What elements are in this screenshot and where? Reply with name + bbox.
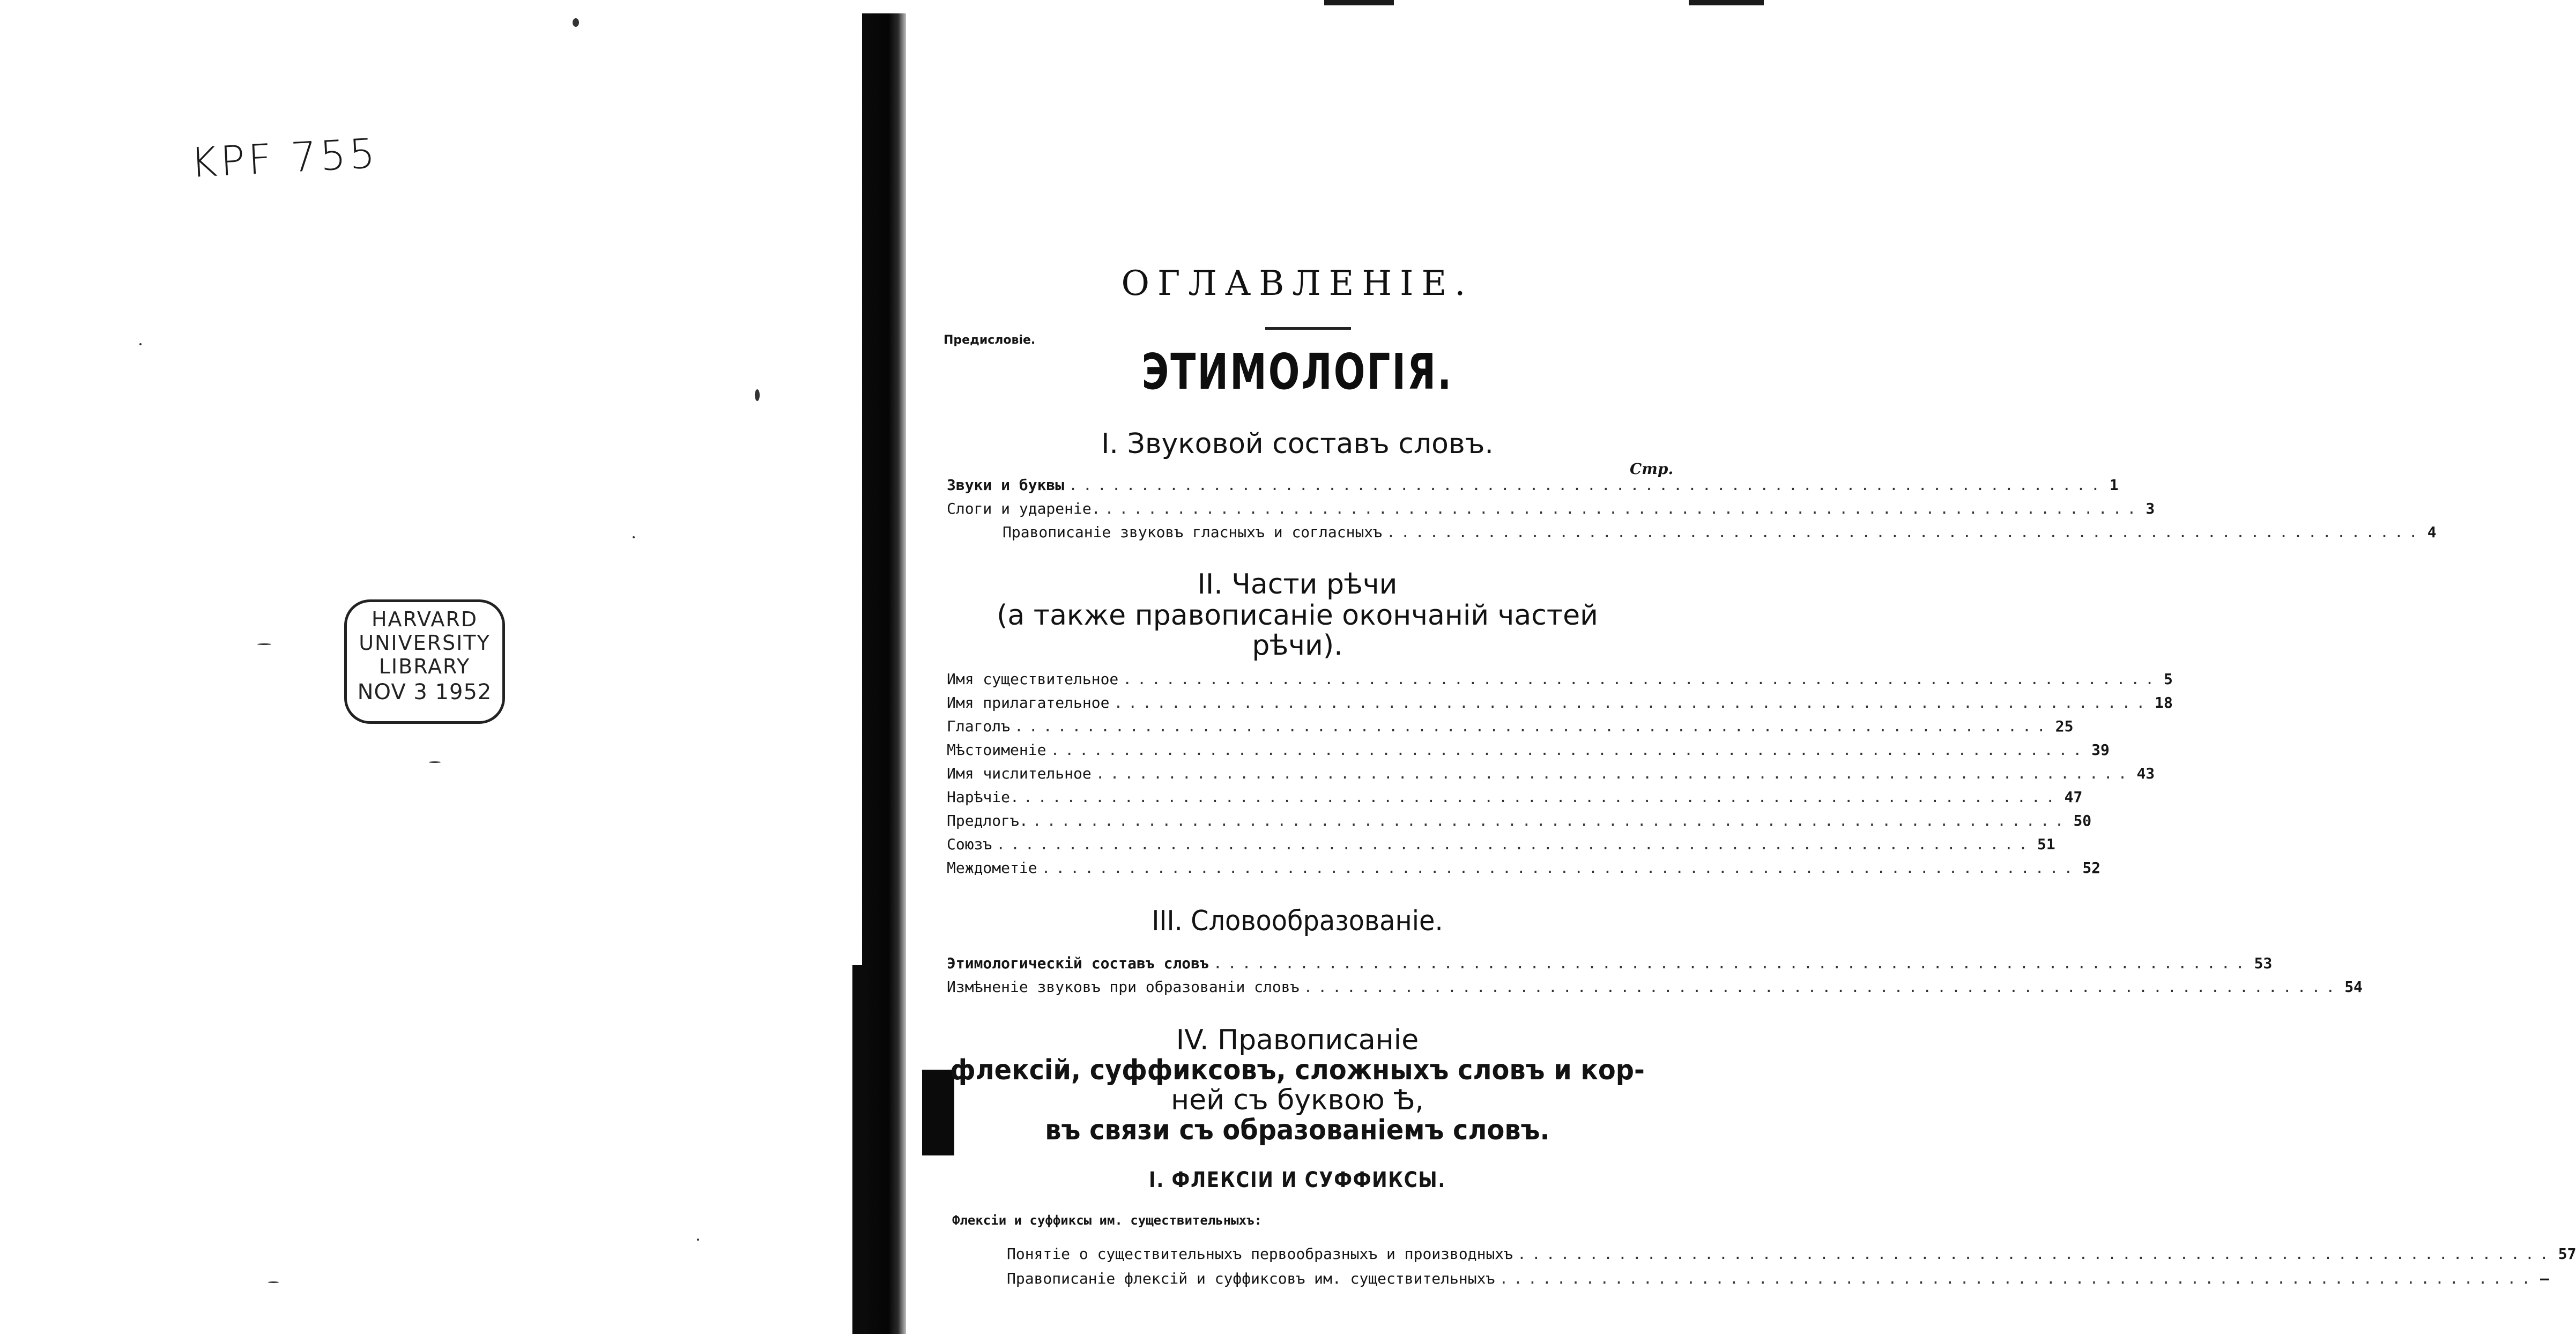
toc-entry-title: Правописаніе звуковъ гласныхъ и согласныхъ: [1003, 523, 1383, 541]
toc-entry-page: 50: [2073, 812, 2092, 829]
leader-dots: ........................................................................: [1014, 717, 2051, 735]
toc-entry-page: —: [2540, 1270, 2549, 1287]
toc-entry-title: Имя числительное: [947, 765, 1092, 782]
toc-entry-page: 54: [2344, 978, 2363, 996]
section-2-heading-line-3: рѣчи).: [1252, 629, 1343, 662]
leader-dots: ........................................................................: [1213, 954, 2250, 972]
leader-dots: ........................................................................: [1517, 1245, 2554, 1263]
toc-entry: [1003, 523, 2437, 545]
toc-entry-title: Измѣненіе звуковъ при образованіи словъ: [947, 978, 1300, 996]
toc-entry-title: Правописаніе флексій и суффиксовъ им. существительныхъ: [1007, 1270, 1495, 1287]
toc-entry-title: Звуки и буквы: [947, 476, 1065, 494]
toc-entry-title: Этимологическій составъ словъ: [947, 954, 1209, 972]
section-2-heading-line-1: II. Части рѣчи: [1197, 568, 1398, 601]
leader-dots: ........................................................................: [1123, 670, 2160, 688]
stamp-line-2: UNIVERSITY: [359, 631, 491, 655]
toc-entry: [947, 835, 2055, 857]
toc-entry: [947, 717, 2074, 739]
toc-entry: [947, 978, 2363, 999]
toc-entry-page: 43: [2136, 765, 2155, 782]
leader-dots: ........................................................................: [1068, 476, 2105, 494]
toc-entry-title: Имя существительное: [947, 670, 1119, 688]
scan-speck: [633, 536, 635, 538]
toc-entry-page: 53: [2254, 954, 2273, 972]
toc-entry: [947, 476, 2119, 498]
scan-speck: [257, 643, 271, 645]
title-rule: [1265, 327, 1351, 330]
toc-entry-title: Нарѣчіе.: [947, 788, 1019, 806]
leader-dots: ........................................................................: [1050, 741, 2088, 759]
toc-entry-title: Слоги и удареніе.: [947, 500, 1101, 517]
leader-dots: ........................................................................: [996, 835, 2033, 853]
leader-dots: ........................................................................: [1104, 500, 2142, 517]
toc-entry-page: 51: [2037, 835, 2055, 853]
preface-label: Предисловіе.: [944, 334, 1036, 347]
section-4-heading-line-1: IV. Правописаніе: [1176, 1024, 1419, 1056]
leader-dots: ........................................................................: [1113, 694, 2151, 712]
scan-speck: [139, 343, 142, 345]
toc-entry-page: 3: [2146, 500, 2155, 517]
toc-entry-page: 25: [2055, 717, 2074, 735]
part-title: ЭТИМОЛОГІЯ.: [1141, 343, 1453, 401]
toc-entry-page: 52: [2082, 859, 2101, 877]
leader-dots: ........................................................................: [1032, 812, 2069, 829]
toc-entry-page: 5: [2164, 670, 2173, 688]
toc-entry-page: 39: [2091, 741, 2110, 759]
section-1-heading: I. Звуковой составъ словъ.: [1101, 428, 1494, 460]
toc-entry-page: 47: [2064, 788, 2083, 806]
section-3-heading: III. Словообразованіе.: [1152, 905, 1443, 937]
section-4-subheading: I. ФЛЕКСІИ И СУФФИКСЫ.: [1149, 1168, 1446, 1192]
toc-entry: [947, 670, 2173, 692]
toc-entry-page: 1: [2109, 476, 2119, 494]
leader-dots: ........................................................................: [1095, 765, 2133, 782]
leader-dots: ........................................................................: [1023, 788, 2060, 806]
scan-speck: [429, 761, 441, 763]
stamp-line-3: LIBRARY: [378, 655, 471, 678]
call-number: KPF 755: [189, 129, 380, 187]
toc-entry-page: 18: [2155, 694, 2173, 712]
section-2-heading-line-2: (а также правописаніе окончаній частей: [997, 599, 1598, 632]
toc-entry: [947, 812, 2092, 833]
contents-title: ОГЛАВЛЕНІЕ.: [1121, 264, 1474, 303]
toc-entry-title: Мѣстоименіе: [947, 741, 1046, 759]
left-page: [0, 0, 858, 1334]
stamp-line-1: HARVARD: [371, 607, 478, 631]
toc-entry: [947, 694, 2173, 715]
toc-entry: [947, 500, 2155, 521]
toc-entry: [1007, 1245, 2576, 1266]
toc-entry-title: Междометіе: [947, 859, 1037, 877]
leader-dots: ........................................................................: [1499, 1270, 2536, 1287]
page-column-label: Стр.: [1630, 460, 1674, 478]
section-4-heading-line-4: въ связи съ образованіемъ словъ.: [1045, 1114, 1550, 1146]
toc-entry-title: Глаголъ: [947, 717, 1011, 735]
library-stamp: [344, 599, 505, 724]
stamp-date: NOV 3 1952: [357, 680, 492, 705]
scan-speck: [697, 1239, 699, 1241]
toc-entry-title: Союзъ: [947, 835, 992, 853]
section-4-subline: Флексіи и суффиксы им. существительныхъ:: [952, 1213, 1262, 1228]
toc-entry-title: Предлогъ.: [947, 812, 1028, 829]
toc-entry: [947, 741, 2110, 762]
toc-entry: [947, 954, 2273, 976]
scan-speck: [755, 389, 760, 401]
toc-entry: [947, 788, 2083, 810]
toc-entry-page: 4: [2427, 523, 2437, 541]
section-4-heading-line-3: ней съ буквою Ѣ,: [1171, 1084, 1424, 1116]
toc-entry-title: Понятіе о существительныхъ первообразныхъ и производныхъ: [1007, 1245, 1513, 1263]
toc-entry: [947, 765, 2155, 786]
leader-dots: ........................................................................: [1303, 978, 2341, 996]
toc-entry: [1007, 1270, 2549, 1291]
section-4-heading-line-2: флексій, суффиксовъ, сложныхъ словъ и кор-: [950, 1054, 1645, 1086]
toc-entry-title: Имя прилагательное: [947, 694, 1110, 712]
toc-entry-page: 57: [2558, 1245, 2576, 1263]
scan-speck: [573, 18, 579, 27]
leader-dots: ........................................................................: [1386, 523, 2423, 541]
leader-dots: ........................................................................: [1041, 859, 2078, 877]
toc-entry: [947, 859, 2101, 880]
scan-speck: [268, 1281, 279, 1283]
